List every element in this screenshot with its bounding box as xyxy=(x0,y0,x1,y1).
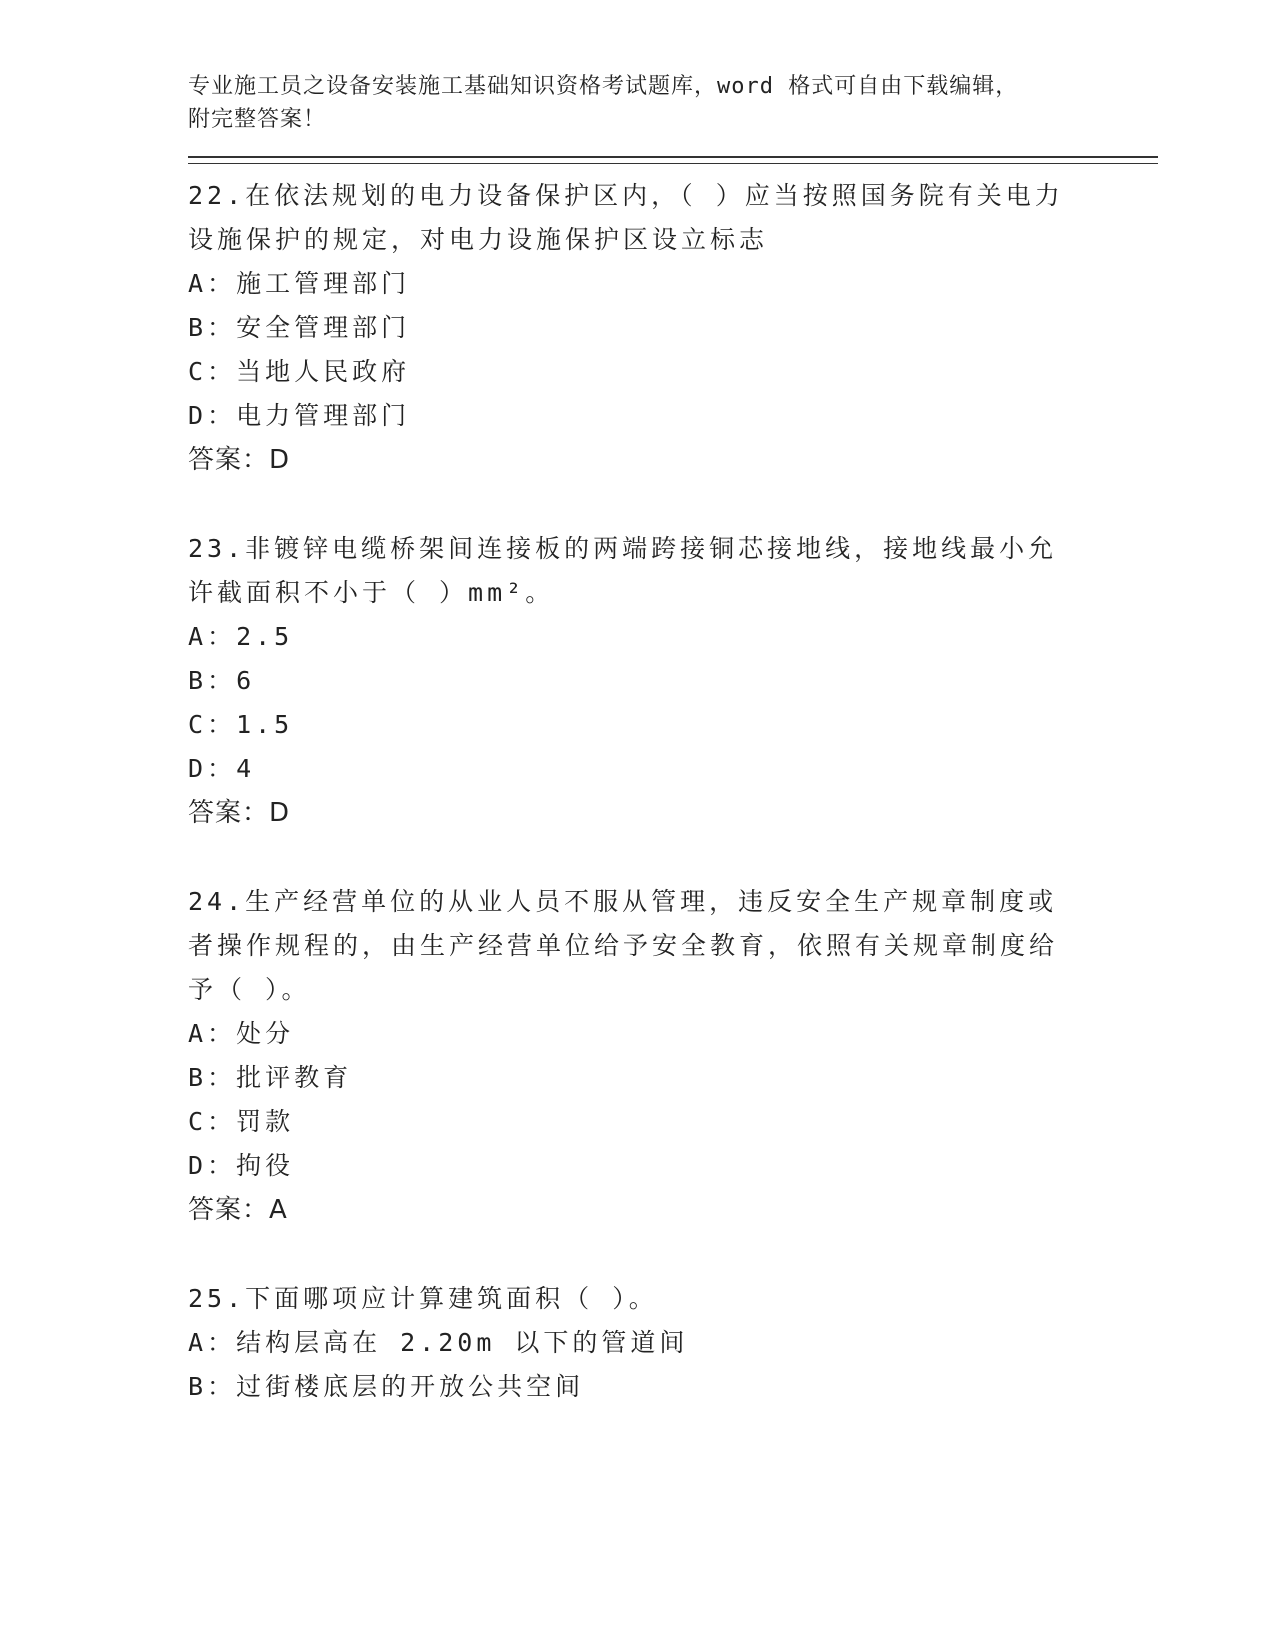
option-b xyxy=(188,659,1158,703)
question-stem: 23.非镀锌电缆桥架间连接板的两端跨接铜芯接地线，接地线最小允许截面积不小于（ ）mm²。 xyxy=(188,534,1058,607)
option-text: 拘役 xyxy=(236,1151,295,1180)
question-stem: 24.生产经营单位的从业人员不服从管理，违反安全生产规章制度或者操作规程的，由生产经营单位给予安全教育，依照有关规章制度给予（ ）。 xyxy=(188,887,1059,1004)
option-a xyxy=(188,615,1158,659)
answer-line: 答案：A xyxy=(188,1195,288,1225)
answer-line: 答案：D xyxy=(188,798,291,828)
option-text: 1.5 xyxy=(236,710,294,739)
document-page xyxy=(188,70,1158,1409)
option-d xyxy=(188,394,1158,438)
option-text: 安全管理部门 xyxy=(236,313,411,342)
option-d xyxy=(188,1144,1158,1188)
option-c xyxy=(188,1100,1158,1144)
option-letter: C： xyxy=(188,710,237,739)
option-b xyxy=(188,1056,1158,1100)
option-text: 电力管理部门 xyxy=(236,401,411,430)
option-letter: A： xyxy=(188,622,237,651)
option-b xyxy=(188,306,1158,350)
option-letter: D： xyxy=(188,754,237,783)
question-stem: 25.下面哪项应计算建筑面积（ ）。 xyxy=(188,1284,658,1313)
option-text: 处分 xyxy=(236,1019,295,1048)
option-text: 4 xyxy=(236,754,256,783)
question-23 xyxy=(188,527,1158,835)
option-letter: B： xyxy=(188,1372,237,1401)
option-a xyxy=(188,262,1158,306)
option-c xyxy=(188,350,1158,394)
option-c xyxy=(188,703,1158,747)
option-letter: D： xyxy=(188,401,237,430)
option-letter: B： xyxy=(188,666,237,695)
header-divider xyxy=(188,156,1158,164)
option-text: 过街楼底层的开放公共空间 xyxy=(236,1372,585,1401)
option-text: 罚款 xyxy=(236,1107,295,1136)
question-stem: 22.在依法规划的电力设备保护区内，（ ）应当按照国务院有关电力设施保护的规定，对电力设施保护区设立标志 xyxy=(188,181,1064,254)
option-text: 批评教育 xyxy=(236,1063,353,1092)
question-25 xyxy=(188,1277,1158,1409)
option-a xyxy=(188,1012,1158,1056)
document-header xyxy=(188,70,1068,136)
option-b xyxy=(188,1365,1158,1409)
option-letter: C： xyxy=(188,357,237,386)
option-letter: B： xyxy=(188,313,237,342)
option-text: 2.5 xyxy=(236,622,294,651)
option-letter: B： xyxy=(188,1063,237,1092)
header-line-2: 附完整答案！ xyxy=(188,107,327,132)
option-text: 施工管理部门 xyxy=(236,269,411,298)
option-text: 结构层高在 2.20m 以下的管道间 xyxy=(236,1328,689,1357)
option-letter: C： xyxy=(188,1107,237,1136)
option-text: 6 xyxy=(236,666,256,695)
option-letter: A： xyxy=(188,269,237,298)
option-letter: D： xyxy=(188,1151,237,1180)
option-letter: A： xyxy=(188,1019,237,1048)
header-line-1: 专业施工员之设备安装施工基础知识资格考试题库，word 格式可自由下载编辑， xyxy=(188,74,1019,99)
option-letter: A： xyxy=(188,1328,237,1357)
question-22 xyxy=(188,174,1158,482)
option-d xyxy=(188,747,1158,791)
option-a xyxy=(188,1321,1158,1365)
answer-line: 答案：D xyxy=(188,445,291,475)
option-text: 当地人民政府 xyxy=(236,357,411,386)
question-24 xyxy=(188,880,1158,1232)
